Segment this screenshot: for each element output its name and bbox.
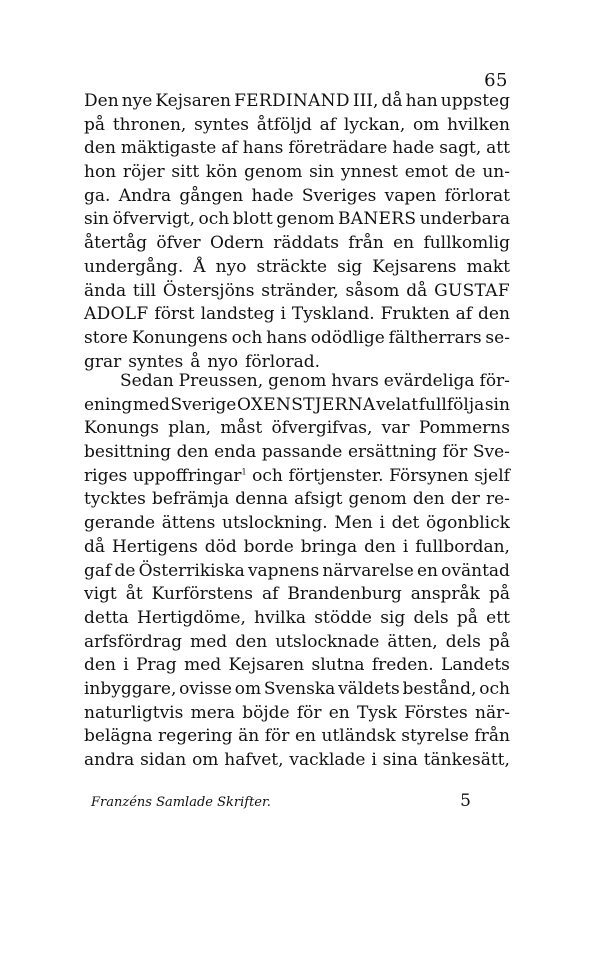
word: blott	[232, 209, 273, 230]
word: fältherrars	[388, 327, 482, 348]
word: först	[154, 304, 195, 325]
word: Å	[193, 256, 206, 277]
word: sig	[337, 256, 363, 277]
word: gången	[179, 185, 244, 206]
word: befrämja	[151, 489, 229, 510]
word: vacklade	[289, 750, 366, 770]
word: besittning	[84, 442, 171, 463]
word: genom	[276, 209, 335, 230]
word: ening	[84, 394, 133, 415]
word: af	[221, 138, 238, 159]
word: hade	[392, 138, 435, 159]
word: ersättning	[347, 442, 437, 463]
word: utslockning.	[222, 513, 328, 534]
word: om	[234, 678, 262, 699]
word: på	[488, 631, 510, 652]
word: företrädare	[288, 138, 388, 159]
word: Tyskland.	[291, 304, 375, 325]
word: stödde	[314, 607, 372, 628]
word: Brandenburg	[287, 584, 402, 605]
word: hans	[266, 327, 307, 348]
word: af	[455, 304, 473, 325]
word: för	[442, 442, 468, 463]
word: den	[412, 489, 445, 510]
word: i	[123, 655, 129, 676]
word: i	[402, 536, 409, 557]
word: bringa	[300, 536, 358, 557]
word: död	[204, 536, 237, 557]
word: och	[231, 327, 263, 348]
text-line	[84, 370, 510, 394]
word: oväntad	[441, 560, 510, 581]
word: genom	[348, 489, 407, 510]
word: slutna	[311, 655, 365, 676]
word: naturligtvis	[84, 702, 184, 723]
word: underbara	[419, 209, 510, 230]
word: åt	[125, 584, 143, 605]
word: utländsk	[321, 726, 396, 747]
text-line	[84, 607, 510, 631]
word: Prag	[136, 655, 177, 676]
word: nye	[121, 91, 153, 111]
word: för	[264, 726, 290, 747]
word: passande	[261, 442, 343, 463]
word: gerande	[84, 513, 156, 534]
word: böjde	[242, 702, 290, 723]
text-line	[84, 465, 510, 489]
word: mäktigaste	[120, 138, 217, 159]
word: bestånd,	[402, 678, 477, 699]
word: en	[416, 560, 438, 581]
word: odödlige	[310, 327, 385, 348]
word: den	[478, 304, 510, 325]
word: det	[391, 513, 420, 534]
word: i	[379, 513, 385, 534]
word: andra	[84, 750, 135, 770]
word: III,	[352, 91, 379, 111]
word: sidan	[140, 750, 187, 770]
word: detta	[84, 607, 129, 628]
word: om	[192, 750, 219, 770]
word: Konungs	[84, 418, 159, 439]
word: vapen	[384, 185, 437, 206]
word: Kejsaren	[155, 91, 231, 111]
word: då	[381, 91, 403, 111]
word: från	[474, 726, 510, 747]
word: enda	[214, 442, 257, 463]
word: af	[261, 584, 279, 605]
word: genom	[268, 371, 327, 391]
word: då	[84, 536, 106, 557]
word: Sedan	[120, 371, 174, 391]
word: för-	[479, 371, 510, 391]
word: en	[294, 726, 316, 747]
text-line	[84, 161, 510, 185]
word: Frukten	[380, 304, 450, 325]
text-line	[84, 256, 510, 280]
word: den	[235, 631, 268, 652]
word: afsigt	[294, 489, 343, 510]
word: han	[405, 91, 438, 111]
word: Försynen	[389, 465, 469, 486]
word: fullbordan,	[415, 536, 510, 557]
word: den	[176, 442, 209, 463]
word: med	[132, 394, 170, 415]
text-line	[84, 417, 510, 441]
word: Tysk	[356, 702, 397, 723]
word: arfsfördrag	[84, 631, 182, 652]
text-line	[84, 327, 510, 351]
text-line	[84, 394, 510, 418]
word: förlorat	[444, 185, 510, 206]
word: de	[454, 162, 476, 183]
word: Odern	[209, 233, 264, 254]
word: den	[364, 536, 396, 557]
word: thronen,	[112, 114, 187, 135]
word: från	[348, 233, 384, 254]
text-line	[84, 208, 510, 232]
word: öfvervigt,	[112, 209, 196, 230]
word: på	[456, 607, 478, 628]
word: lyckan,	[343, 114, 406, 135]
word: en	[393, 233, 415, 254]
word: BANERS	[337, 209, 417, 230]
word: Förstes	[404, 702, 468, 723]
paragraph-2	[84, 370, 510, 773]
word: grar	[84, 351, 122, 372]
word: Men	[334, 513, 373, 534]
word: evärdeliga	[383, 371, 475, 391]
word: Pommerns	[418, 418, 510, 439]
word: uppsteg	[440, 91, 510, 111]
text-line	[84, 749, 510, 773]
word: dels	[445, 631, 481, 652]
word: Den	[84, 91, 119, 111]
text-line	[84, 232, 510, 256]
text-line	[84, 185, 510, 209]
word: hans	[242, 138, 284, 159]
word: kön	[205, 162, 238, 183]
word: till	[132, 280, 157, 301]
word: belägna	[84, 726, 153, 747]
footer-title: Franzéns Samlade Skrifter.	[91, 795, 271, 810]
paragraph-1	[84, 90, 510, 374]
word: med	[184, 655, 222, 676]
page-number: 65	[484, 70, 508, 91]
text-line	[84, 583, 510, 607]
word: undergång.	[84, 256, 184, 277]
word: sin	[484, 394, 510, 415]
word: de	[114, 560, 136, 581]
word: FERDINAND	[234, 91, 350, 111]
text-line	[84, 631, 510, 655]
word: emot	[404, 162, 448, 183]
word: sträckte	[256, 256, 328, 277]
word: denna	[235, 489, 289, 510]
word: då	[406, 280, 428, 301]
text-line	[84, 725, 510, 749]
word: un-	[482, 162, 510, 183]
word: den	[84, 138, 116, 159]
word: sig	[380, 607, 406, 628]
text-line	[84, 560, 510, 584]
word: förlorad.	[245, 351, 320, 372]
word: Sve-	[472, 442, 510, 463]
word: vigt	[84, 584, 117, 605]
word: Hertigdöme,	[137, 607, 246, 628]
word: Sverige	[170, 394, 237, 415]
word: inbyggare,	[84, 678, 177, 699]
word: Preussen,	[178, 371, 264, 391]
word: sin	[309, 162, 335, 183]
word: landsteg	[200, 304, 275, 325]
word: ynnest	[340, 162, 399, 183]
word: med	[190, 631, 228, 652]
word: i	[280, 304, 286, 325]
word: hade	[251, 185, 294, 206]
word: sitt	[171, 162, 200, 183]
word: Sveriges	[301, 185, 377, 206]
word: ovisse	[179, 678, 232, 699]
word: ga.	[84, 185, 111, 206]
word: GUSTAF	[434, 280, 510, 301]
word: Landets	[441, 655, 510, 676]
word: var	[381, 418, 410, 439]
word: hafvet,	[224, 750, 284, 770]
word: nyo	[207, 351, 239, 372]
word: återtåg	[84, 233, 148, 254]
word: närvarelse	[322, 560, 414, 581]
word: Kejsaren	[228, 655, 305, 676]
word: Hertigens	[111, 536, 198, 557]
text-line	[84, 137, 510, 161]
word: genom	[244, 162, 303, 183]
word: såsom	[345, 280, 400, 301]
word: ögonblick	[426, 513, 510, 534]
word: hvilka	[254, 607, 307, 628]
word: gaf	[84, 560, 112, 581]
word: att	[486, 138, 510, 159]
word: måst	[220, 418, 263, 439]
word: sagt,	[439, 138, 482, 159]
page-footer	[91, 791, 471, 811]
word: anspråk	[410, 584, 480, 605]
word: öfver	[156, 233, 201, 254]
word: när-	[475, 702, 510, 723]
word: stränder,	[261, 280, 339, 301]
word: syntes	[128, 351, 184, 372]
word: hvars	[331, 371, 379, 391]
word: Österrikiska	[138, 560, 245, 581]
word: sina	[382, 750, 418, 770]
text-line	[84, 90, 510, 114]
word: och	[198, 209, 230, 230]
text-line	[84, 280, 510, 304]
text-line	[84, 114, 510, 138]
word: freden.	[371, 655, 434, 676]
text-line	[84, 441, 510, 465]
word: OXENSTJERNA	[236, 394, 376, 415]
word: fullfölja	[418, 394, 485, 415]
word: hon	[84, 162, 117, 183]
word: sjelf	[474, 465, 510, 486]
word: och	[479, 678, 510, 699]
word: tänkesätt,	[423, 750, 510, 770]
word: den	[84, 655, 116, 676]
word: å	[190, 351, 201, 372]
word: sin	[84, 209, 110, 230]
word: väldets	[338, 678, 400, 699]
word: Östersjöns	[162, 280, 255, 301]
word: der	[450, 489, 480, 510]
word: dels	[413, 607, 449, 628]
word: för	[296, 702, 322, 723]
word: se-	[485, 327, 510, 348]
word: på	[488, 584, 510, 605]
word: Konungens	[131, 327, 228, 348]
word: i	[371, 750, 377, 770]
word: styrelse	[401, 726, 469, 747]
word: vapnens	[247, 560, 320, 581]
word: röjer	[122, 162, 165, 183]
word: fullkomlig	[423, 233, 510, 254]
word: ättens	[161, 513, 216, 534]
word: förtjenster.	[288, 465, 384, 486]
word: riges	[84, 465, 128, 486]
word: på	[84, 114, 106, 135]
word: och	[252, 465, 283, 486]
word: Kurförstens	[151, 584, 253, 605]
word: tycktes	[84, 489, 146, 510]
word: hvilken	[447, 114, 510, 135]
word: plan,	[168, 418, 212, 439]
word: syntes	[194, 114, 250, 135]
word: borde	[243, 536, 294, 557]
text-line	[84, 488, 510, 512]
text-line	[84, 303, 510, 327]
word: Andra	[118, 185, 172, 206]
word: än	[238, 726, 260, 747]
word: nyo	[215, 256, 247, 277]
word: en	[328, 702, 350, 723]
word: ADOLF	[84, 304, 149, 325]
word: makt	[466, 256, 510, 277]
text-line	[84, 512, 510, 536]
word: åtföljd	[256, 114, 312, 135]
word: utslocknade	[275, 631, 380, 652]
word: re-	[485, 489, 510, 510]
word: öfvergifvas,	[271, 418, 373, 439]
word: regering	[158, 726, 233, 747]
text-line	[84, 536, 510, 560]
word: ända	[84, 280, 127, 301]
word: uppoffringar$^1$	[132, 465, 247, 486]
word: mera	[190, 702, 236, 723]
word: Kejsarens	[372, 256, 457, 277]
word: store	[84, 327, 128, 348]
footer-signature: 5	[460, 791, 471, 811]
word: Svenska	[263, 678, 336, 699]
word: af	[319, 114, 337, 135]
word: ätten,	[387, 631, 438, 652]
text-line	[84, 654, 510, 678]
word: ett	[486, 607, 510, 628]
word: räddats	[273, 233, 339, 254]
word: om	[413, 114, 440, 135]
text-line	[84, 678, 510, 702]
word: velat	[376, 394, 419, 415]
text-line	[84, 702, 510, 726]
